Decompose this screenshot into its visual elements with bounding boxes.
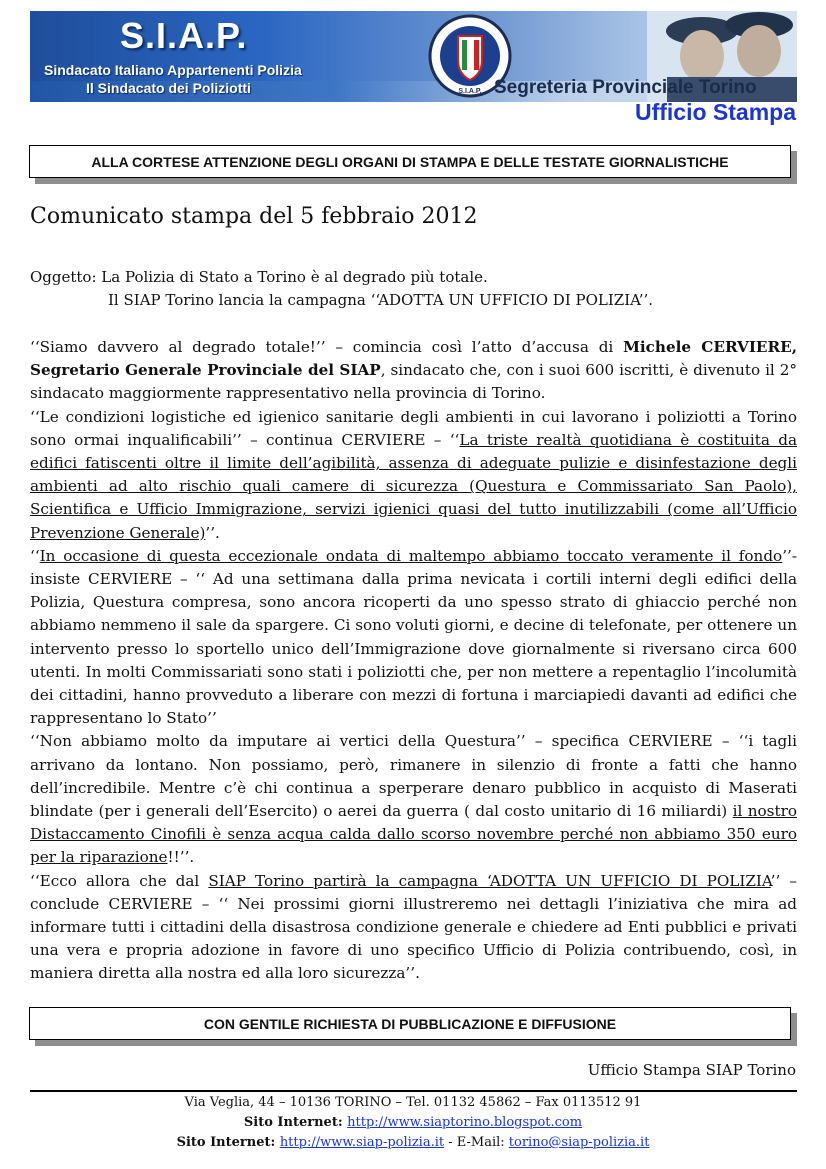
provincial-office-title: Segreteria Provinciale Torino	[494, 77, 757, 98]
site-label-1: Sito Internet:	[243, 1115, 348, 1130]
brand-logo-text: S.I.A.P.	[120, 15, 248, 56]
notice-top-box	[29, 145, 791, 178]
paragraph-2	[30, 406, 797, 545]
notice-bottom-box	[29, 1007, 791, 1040]
p5-underlined: SIAP Torino partirà la campagna ‘ADOTTA UN UFFICIO DI POLIZIA	[208, 871, 771, 890]
email-link[interactable]: torino@siap-polizia.it	[508, 1135, 650, 1150]
p5-text-b: ’’ – conclude CERVIERE – ‘‘ Nei prossimi giorni illustreremo nei dettagli l’iniziativa che mira ad informare tutti i cittadini della disastrosa condizione generale e chiedere ad Enti pubblici e privati una vera e propria adozione in favore di uno specifico Ufficio di Polizia contribuendo, così, in maniera diretta alla nostra ed alla loro sicurezza’’.	[30, 871, 797, 983]
subject-block	[30, 266, 653, 312]
p3-text-b: ’’- insiste CERVIERE – ‘‘ Ad una settimana dalla prima nevicata i cortili interni degli edifici della Polizia, Questura compresa, sono ancora ricoperti da uno spesso strato di ghiaccio perché non abbiamo nemmeno il sale da spargere. Ci sono voluti giorni, e decine di telefonate, per ottenere un intervento presso lo sportello unico dell’Immigrazione dove giornalmente si riversano circa 600 utenti. In molti Commissariati sono stati i poliziotti che, per non mettere a repentaglio l’incolumità dei cittadini, hanno provveduto a liberare con mezzi di fortuna i marciapiedi davanti ad edifici che rappresentano lo Stato’’	[30, 546, 797, 728]
release-title: Comunicato stampa del 5 febbraio 2012	[30, 204, 478, 229]
p2-text-b: ’’.	[205, 523, 220, 542]
union-full-name: Sindacato Italiano Appartenenti Polizia	[44, 62, 302, 78]
p3-underlined: In occasione di questa eccezionale ondata di maltempo abbiamo toccato veramente il fondo	[39, 546, 783, 565]
p1-bold-name: Michele CERVIERE, Segretario Generale Provinciale del SIAP	[30, 338, 797, 380]
footer-divider	[30, 1090, 797, 1092]
site-label-2: Sito Internet:	[176, 1135, 280, 1150]
notice-bottom-text: CON GENTILE RICHIESTA DI PUBBLICAZIONE E DIFFUSIONE	[203, 1015, 617, 1032]
press-release-body	[30, 336, 797, 986]
p4-text-b: !!’’.	[167, 848, 195, 867]
p2-underlined: La triste realtà quotidiana è costituita da edifici fatiscenti oltre il limite dell’agibilità, assenza di adeguate pulizie e disinfestazione degli ambienti ad alto rischio quali camere di sicurezza (Questura e Commissariato San Paolo), Scientifica e Ufficio Immigrazione, servizi igienici quasi del tutto inutilizzabili (come all’Ufficio Prevenzione Generale)	[30, 430, 798, 542]
subject-line-1: Oggetto: La Polizia di Stato a Torino è al degrado più totale.	[30, 268, 488, 286]
p4-text-a: ‘‘Non abbiamo molto da imputare ai vertici della Questura’’ – specifica CERVIERE – ‘‘i tagli arrivano da lontano. Non possiamo, però, rimanere in silenzio di fronte a fatti che hanno dell’incredibile. Mentre c’è chi continua a sperperare denaro pubblico in acquisto di Maserati blindate (per i generali dell’Esercito) o aerei da guerra ( dal costo unitario di 16 miliardi)	[30, 732, 797, 821]
paragraph-4	[30, 730, 797, 869]
p1-text-a: ‘‘Siamo davvero al degrado totale!’’ – comincia così l’atto d’accusa di	[30, 338, 624, 356]
paragraph-3	[30, 545, 797, 731]
paragraph-1	[30, 336, 797, 406]
p2-text-a: ‘‘Le condizioni logistiche ed igienico sanitarie degli ambienti in cui lavorano i poliziotti a Torino sono ormai inqualificabili’’ – continua CERVIERE – ‘‘	[30, 407, 797, 449]
site-link-1[interactable]: http://www.siaptorino.blogspot.com	[347, 1115, 583, 1130]
subject-line-2: Il SIAP Torino lancia la campagna ‘‘ADOTTA UN UFFICIO DI POLIZIA’’.	[108, 291, 654, 309]
notice-top-text: ALLA CORTESE ATTENZIONE DEGLI ORGANI DI STAMPA E DELLE TESTATE GIORNALISTICHE	[91, 153, 729, 170]
footer-address: Via Veglia, 44 – 10136 TORINO – Tel. 01132 45862 – Fax 0113512 91	[184, 1095, 642, 1110]
footer-site-1	[0, 1113, 826, 1133]
p5-text-a: ‘‘Ecco allora che dal	[30, 871, 209, 890]
p1-text-b: , sindacato che, con i suoi 600 iscritti, è divenuto il 2° sindacato maggiormente rappresentativo nella provincia di Torino.	[30, 361, 797, 403]
site-link-2[interactable]: http://www.siap-polizia.it	[279, 1135, 445, 1150]
union-tagline: Il Sindacato dei Poliziotti	[86, 80, 251, 96]
p4-underlined: il nostro Distaccamento Cinofili è senza acqua calda dallo scorso novembre perché non abbiamo 350 euro per la riparazione	[30, 802, 797, 867]
footer-site-2	[0, 1133, 826, 1153]
press-office-label: Ufficio Stampa	[634, 99, 796, 125]
svg-text:S.I.A.P.: S.I.A.P.	[458, 88, 482, 95]
paragraph-5	[30, 870, 797, 986]
signoff: Ufficio Stampa SIAP Torino	[587, 1061, 796, 1079]
header-banner	[30, 11, 797, 102]
p3-text-a: ‘‘	[30, 546, 40, 565]
email-label: - E-Mail:	[444, 1135, 509, 1150]
